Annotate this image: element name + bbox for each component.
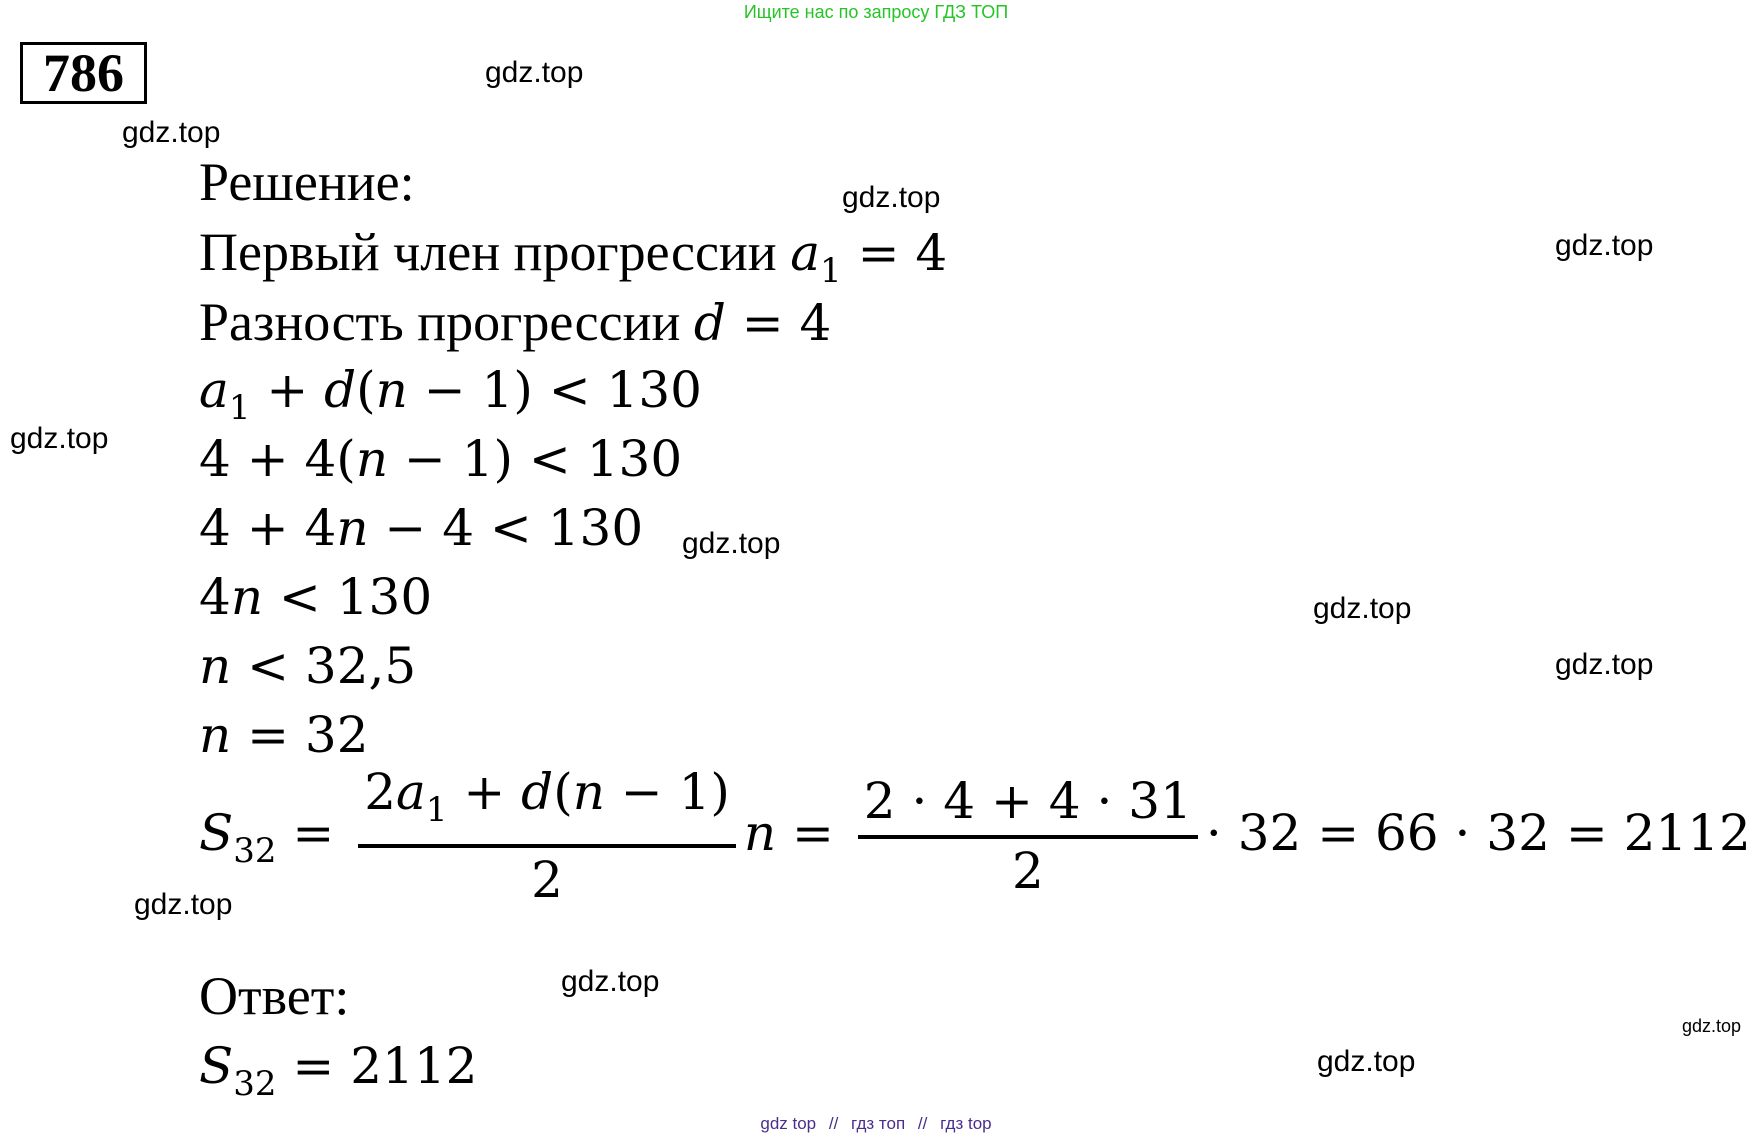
n-value: n = 32 (199, 706, 369, 764)
answer-heading (199, 966, 349, 1026)
problem-number: 786 (20, 42, 147, 104)
n-bound: n < 32,5 (199, 637, 417, 695)
footer-link[interactable]: гдз top (940, 1114, 992, 1133)
watermark: gdz.top (561, 965, 660, 998)
watermark: gdz.top (1682, 1016, 1742, 1036)
first-term-line (199, 222, 947, 301)
sum-numeric-fraction: $\frac{2 \cdot 4 + 4 \cdot 31}{2}$ (858, 771, 1198, 903)
sum-general-fraction: $\frac{2a_1 + d(n - 1)}{2}$ (358, 762, 736, 912)
watermark: gdz.top (10, 422, 109, 455)
inequality-substituted: 4 + 4(n − 1) < 130 (199, 430, 683, 488)
difference-line (199, 292, 831, 353)
sum-formula: $S_{32}$ = $\frac{2a_1 + d(n - 1)}{2}$ n = $\frac{2 \cdot 4 + 4 \cdot 31}{2}$ · 32 = 66 · 32 = 2112 (199, 762, 1751, 912)
watermark: gdz.top (1317, 1045, 1416, 1078)
solution-heading (199, 152, 415, 212)
watermark: gdz.top (842, 181, 941, 214)
answer-heading-text: Ответ: (199, 966, 350, 1026)
watermark: gdz.top (1555, 648, 1654, 681)
inequality-general: $a_1 + d(n - 1) < 130$ (199, 361, 702, 428)
difference-formula: d = 4 (693, 294, 832, 352)
watermark: gdz.top (122, 116, 221, 149)
footer-link[interactable]: gdz top (760, 1114, 817, 1133)
footer-links (0, 1114, 1752, 1134)
first-term-formula: $a_1 = 4$ (790, 224, 948, 291)
first-term-label: Первый член прогрессии (199, 222, 777, 282)
footer-link[interactable]: гдз топ (851, 1114, 906, 1133)
solution-heading-text: Решение: (199, 152, 415, 212)
footer-separator: // (828, 1114, 839, 1133)
watermark: gdz.top (1555, 229, 1654, 262)
watermark: gdz.top (682, 527, 781, 560)
watermark: gdz.top (1313, 592, 1412, 625)
watermark: gdz.top (485, 56, 584, 89)
footer-separator: // (917, 1114, 928, 1133)
answer-value: $S_{32} = 2112$ (199, 1037, 478, 1104)
search-hint: Ищите нас по запросу ГДЗ ТОП (743, 2, 1009, 22)
difference-label: Разность прогрессии (199, 292, 681, 352)
inequality-simplified: 4n < 130 (199, 568, 433, 626)
inequality-expanded: 4 + 4n − 4 < 130 (199, 499, 644, 557)
watermark: gdz.top (134, 888, 233, 921)
